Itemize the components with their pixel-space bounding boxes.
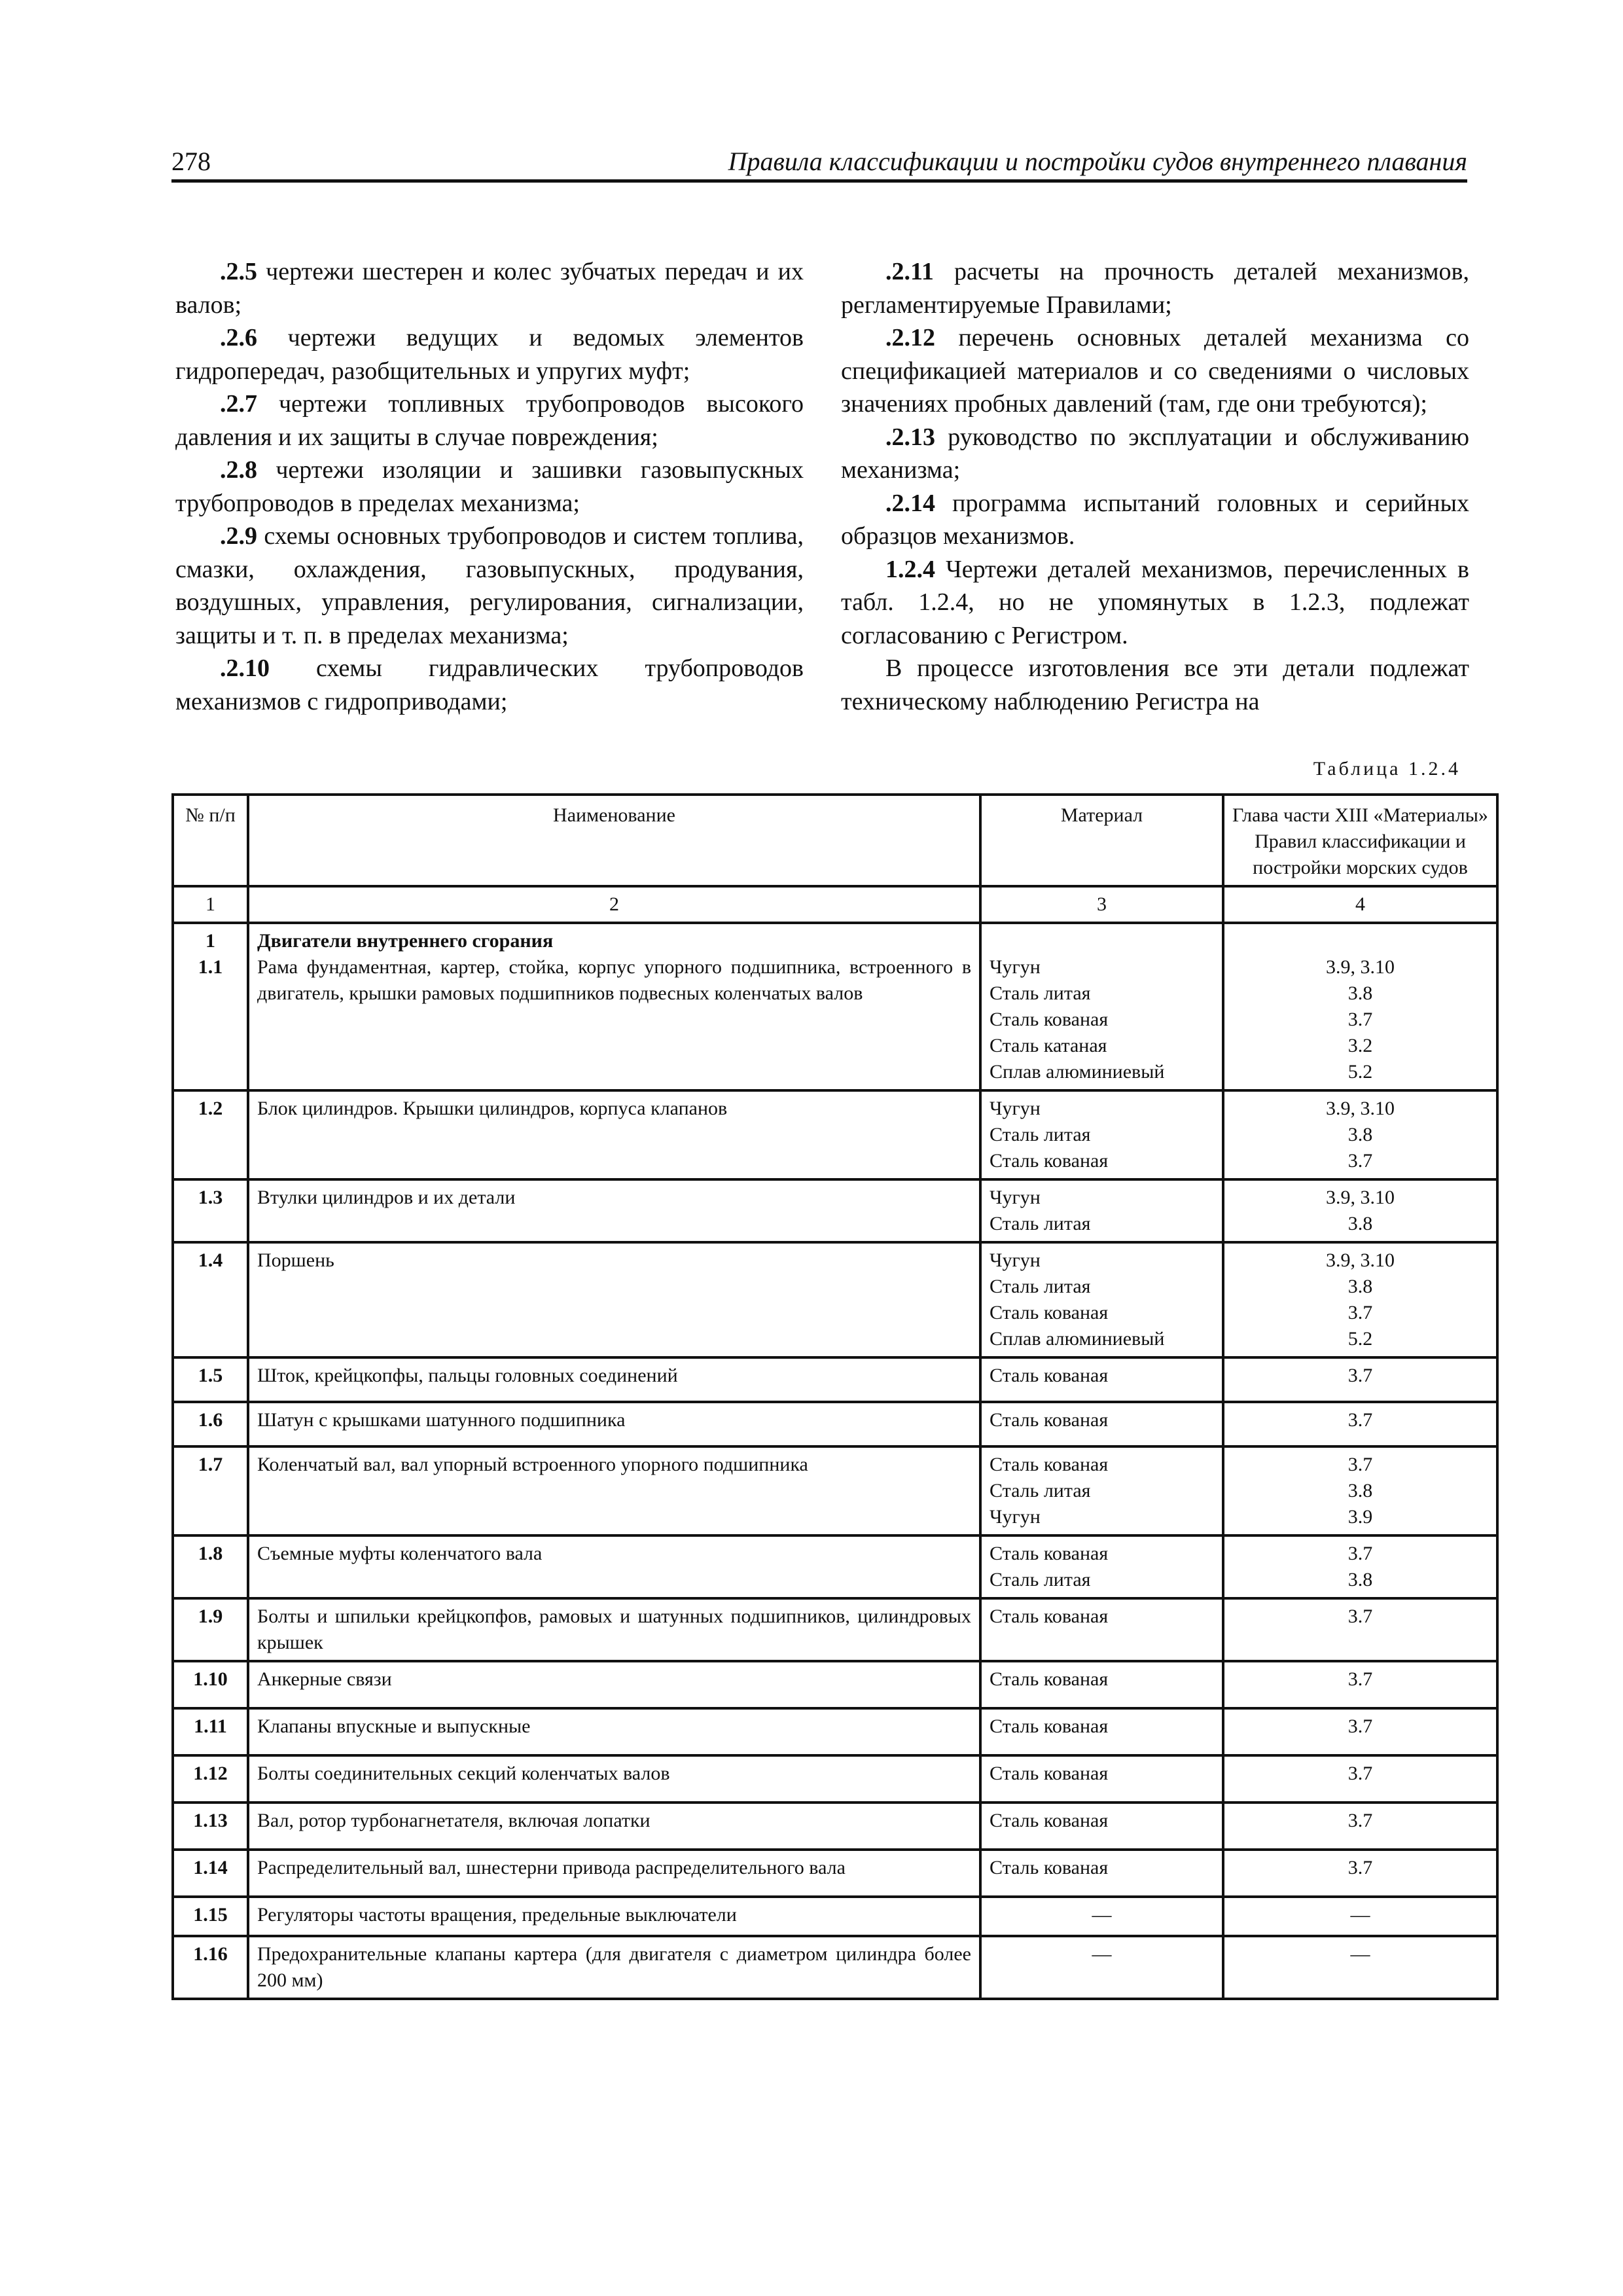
- paragraph: [841, 553, 1469, 653]
- material-item: Чугун: [990, 1506, 1041, 1528]
- paragraph: [175, 520, 804, 652]
- left-text-column: [175, 255, 804, 718]
- material-item: Чугун: [990, 1098, 1041, 1119]
- table-row: [173, 1661, 1497, 1708]
- running-title: Правила классификации и постройки судов внутреннего плавания: [728, 147, 1467, 176]
- clause-text: расчеты на прочность деталей механизмов, регламентируемые Правилами;: [841, 258, 1469, 319]
- chapter-item: 3.2: [1347, 1035, 1373, 1056]
- row-chapter-cell: [1223, 1897, 1497, 1936]
- row-chapter-cell: [1223, 1357, 1497, 1402]
- clause-number: .2.11: [885, 258, 934, 285]
- row-name: Вал, ротор турбонагнетателя, включая лопатки: [257, 1810, 651, 1831]
- clause-text: чертежи изоляции и зашивки газовыпускных трубопроводов в пределах механизма;: [175, 456, 804, 517]
- row-material-cell: [980, 1598, 1223, 1661]
- material-item: Сплав алюминиевый: [990, 1328, 1165, 1350]
- material-item: Сталь кованая: [990, 1668, 1109, 1690]
- header-chapter: Глава части XIII «Материалы» Правил классификации и постройки морских судов: [1223, 795, 1497, 886]
- row-number-cell: [173, 1179, 248, 1242]
- row-chapter-cell: [1223, 1755, 1497, 1803]
- section-title: Двигатели внутреннего сгорания: [257, 930, 554, 952]
- chapter-item: 3.9, 3.10: [1326, 956, 1395, 978]
- header-material: Материал: [980, 795, 1223, 886]
- row-number-cell: [173, 1850, 248, 1897]
- material-item: Сталь литая: [990, 1124, 1091, 1145]
- row-number-cell: [173, 1598, 248, 1661]
- row-name-cell: [248, 1598, 980, 1661]
- material-item: Сталь кованая: [990, 1763, 1109, 1784]
- row-material-cell: [980, 1535, 1223, 1598]
- materials-table: [171, 793, 1499, 2000]
- chapter-item: 3.7: [1347, 1543, 1373, 1564]
- row-chapter-cell: [1223, 1242, 1497, 1357]
- paragraph: [841, 487, 1469, 553]
- clause-text: чертежи ведущих и ведомых элементов гидропередач, разобщительных и упругих муфт;: [175, 324, 804, 385]
- paragraph: [841, 255, 1469, 321]
- chapter-item: 3.7: [1347, 1009, 1373, 1030]
- material-item: Сталь литая: [990, 1276, 1091, 1297]
- row-number-cell: [173, 1090, 248, 1179]
- clause-text: чертежи шестерен и колес зубчатых передач и их валов;: [175, 258, 804, 319]
- row-chapter-cell: [1223, 1446, 1497, 1535]
- row-name-cell: [248, 1446, 980, 1535]
- material-item: Сталь кованая: [990, 1454, 1109, 1475]
- chapter-item: 3.8: [1347, 1213, 1373, 1234]
- row-name: Предохранительные клапаны картера (для двигателя с диаметром цилиндра более 200 мм): [257, 1943, 971, 1991]
- table-caption: Таблица 1.2.4: [1313, 758, 1461, 780]
- material-item: Чугун: [990, 1249, 1041, 1271]
- chapter-item: 3.7: [1347, 1605, 1373, 1627]
- clause-number: .2.9: [220, 522, 257, 550]
- row-number-cell: [173, 1661, 248, 1708]
- clause-text: чертежи топливных трубопроводов высокого давления и их защиты в случае повреждения;: [175, 390, 804, 451]
- table-row: [173, 1446, 1497, 1535]
- row-number-cell: [173, 923, 248, 1090]
- material-item: Сталь катаная: [990, 1035, 1107, 1056]
- row-number: 1.14: [193, 1857, 228, 1878]
- table-row: [173, 1936, 1497, 1999]
- section-number: 1: [205, 930, 215, 952]
- row-name-cell: [248, 1850, 980, 1897]
- row-chapter-cell: [1223, 1090, 1497, 1179]
- row-name: Съемные муфты коленчатого вала: [257, 1543, 543, 1564]
- chapter-item: 3.7: [1347, 1150, 1373, 1172]
- chapter-item: 3.7: [1347, 1365, 1373, 1386]
- clause-number: .2.14: [885, 489, 935, 517]
- chapter-item: 5.2: [1347, 1061, 1373, 1083]
- table-row: [173, 1535, 1497, 1598]
- column-number-row: [173, 886, 1497, 923]
- material-item: Сталь кованая: [990, 1543, 1109, 1564]
- clause-number: .2.10: [220, 655, 270, 682]
- clause-text: программа испытаний головных и серийных образцов механизмов.: [841, 489, 1469, 550]
- table-row: [173, 1897, 1497, 1936]
- clause-text: В процессе изготовления все эти детали подлежат техническому наблюдению Регистра на: [841, 655, 1469, 715]
- clause-number: .2.7: [220, 390, 257, 418]
- material-item: Сталь кованая: [990, 1715, 1109, 1737]
- material-item: Сталь литая: [990, 1480, 1091, 1501]
- chapter-item: —: [1350, 1904, 1370, 1926]
- page-number: 278: [171, 147, 211, 176]
- row-name: Регуляторы частоты вращения, предельные выключатели: [257, 1904, 737, 1926]
- row-number: 1.1: [198, 956, 223, 978]
- chapter-item: 3.7: [1347, 1302, 1373, 1323]
- table-header-row: [173, 795, 1497, 886]
- row-name: Коленчатый вал, вал упорный встроенного упорного подшипника: [257, 1454, 808, 1475]
- row-number-cell: [173, 1708, 248, 1755]
- row-number-cell: [173, 1803, 248, 1850]
- column-number: 2: [248, 886, 980, 923]
- chapter-item: 3.9, 3.10: [1326, 1249, 1395, 1271]
- table-row: [173, 1179, 1497, 1242]
- row-material-cell: [980, 1402, 1223, 1446]
- paragraph: [175, 454, 804, 520]
- clause-number: .2.8: [220, 456, 257, 484]
- paragraph: [175, 255, 804, 321]
- material-item: Сталь кованая: [990, 1605, 1109, 1627]
- row-material-cell: [980, 1242, 1223, 1357]
- material-item: —: [1092, 1904, 1112, 1926]
- chapter-item: 3.9: [1347, 1506, 1373, 1528]
- row-name-cell: [248, 1708, 980, 1755]
- row-name-cell: [248, 1242, 980, 1357]
- chapter-item: 3.7: [1347, 1810, 1373, 1831]
- material-item: Сталь литая: [990, 1213, 1091, 1234]
- row-number: 1.9: [198, 1605, 223, 1627]
- row-number: 1.12: [193, 1763, 228, 1784]
- material-item: Сплав алюминиевый: [990, 1061, 1165, 1083]
- material-item: Сталь кованая: [990, 1302, 1109, 1323]
- paragraph: [841, 652, 1469, 718]
- row-name-cell: [248, 1179, 980, 1242]
- row-name-cell: [248, 1090, 980, 1179]
- row-number: 1.16: [193, 1943, 228, 1965]
- row-material-cell: [980, 1850, 1223, 1897]
- table-row: [173, 1708, 1497, 1755]
- row-number: 1.15: [193, 1904, 228, 1926]
- row-material-cell: [980, 1661, 1223, 1708]
- material-item: Сталь кованая: [990, 1810, 1109, 1831]
- row-number-cell: [173, 1897, 248, 1936]
- row-number-cell: [173, 1755, 248, 1803]
- table-row: [173, 1090, 1497, 1179]
- row-name: Анкерные связи: [257, 1668, 392, 1690]
- row-number-cell: [173, 1535, 248, 1598]
- row-material-cell: [980, 1090, 1223, 1179]
- row-material-cell: [980, 1936, 1223, 1999]
- clause-text: руководство по эксплуатации и обслуживанию механизма;: [841, 423, 1469, 484]
- row-number: 1.7: [198, 1454, 223, 1475]
- row-material-cell: [980, 1179, 1223, 1242]
- row-name-cell: [248, 1755, 980, 1803]
- clause-text: схемы основных трубопроводов и систем топлива, смазки, охлаждения, газовыпускных, продувания, воздушных, управления, регулирования, сигнализации, защиты и т. п. в пределах механизма;: [175, 522, 804, 649]
- chapter-item: 3.8: [1347, 1480, 1373, 1501]
- table-body: [173, 923, 1497, 1999]
- material-item: Сталь кованая: [990, 1009, 1109, 1030]
- spacer: [1232, 928, 1488, 954]
- row-name: Распределительный вал, шнестерни привода распределительного вала: [257, 1857, 846, 1878]
- clause-number: .2.6: [220, 324, 257, 351]
- row-chapter-cell: [1223, 1708, 1497, 1755]
- table-row: [173, 1357, 1497, 1402]
- row-number: 1.11: [194, 1715, 227, 1737]
- row-name-cell: [248, 1897, 980, 1936]
- chapter-item: 3.8: [1347, 1569, 1373, 1590]
- row-chapter-cell: [1223, 923, 1497, 1090]
- chapter-item: 3.7: [1347, 1668, 1373, 1690]
- running-header: [171, 143, 1467, 183]
- row-number-cell: [173, 1242, 248, 1357]
- row-name: Шатун с крышками шатунного подшипника: [257, 1409, 626, 1431]
- chapter-item: 3.8: [1347, 1276, 1373, 1297]
- chapter-item: 3.9, 3.10: [1326, 1098, 1395, 1119]
- row-name-cell: [248, 923, 980, 1090]
- material-item: Чугун: [990, 1187, 1041, 1208]
- row-name-cell: [248, 1936, 980, 1999]
- row-name: Поршень: [257, 1249, 334, 1271]
- column-number: 3: [980, 886, 1223, 923]
- row-chapter-cell: [1223, 1598, 1497, 1661]
- spacer: [990, 928, 1214, 954]
- table-row: [173, 1803, 1497, 1850]
- chapter-item: 3.7: [1347, 1857, 1373, 1878]
- row-number: 1.3: [198, 1187, 223, 1208]
- row-material-cell: [980, 923, 1223, 1090]
- table-row: [173, 1598, 1497, 1661]
- row-name: Клапаны впускные и выпускные: [257, 1715, 531, 1737]
- clause-text: перечень основных деталей механизма со спецификацией материалов и со сведениями о числовых значениях пробных давлений (там, где они требуются);: [841, 324, 1469, 418]
- row-material-cell: [980, 1357, 1223, 1402]
- row-number: 1.6: [198, 1409, 223, 1431]
- material-item: Сталь литая: [990, 982, 1091, 1004]
- chapter-item: 3.7: [1347, 1763, 1373, 1784]
- row-material-cell: [980, 1803, 1223, 1850]
- row-number: 1.4: [198, 1249, 223, 1271]
- row-number: 1.8: [198, 1543, 223, 1564]
- row-number: 1.2: [198, 1098, 223, 1119]
- chapter-item: 3.8: [1347, 982, 1373, 1004]
- material-item: Сталь кованая: [990, 1409, 1109, 1431]
- clause-number: .2.5: [220, 258, 257, 285]
- material-item: Сталь литая: [990, 1569, 1091, 1590]
- column-number: 1: [173, 886, 248, 923]
- row-name: Болты и шпильки крейцкопфов, рамовых и шатунных подшипников, цилиндровых крышек: [257, 1605, 971, 1653]
- right-text-column: [841, 255, 1469, 718]
- material-item: Чугун: [990, 956, 1041, 978]
- header-name: Наименование: [248, 795, 980, 886]
- row-name-cell: [248, 1535, 980, 1598]
- row-material-cell: [980, 1755, 1223, 1803]
- paragraph: [841, 421, 1469, 487]
- row-material-cell: [980, 1708, 1223, 1755]
- row-chapter-cell: [1223, 1850, 1497, 1897]
- clause-text: схемы гидравлических трубопроводов механизмов с гидроприводами;: [175, 655, 804, 715]
- table-row: [173, 1850, 1497, 1897]
- chapter-item: —: [1350, 1943, 1370, 1965]
- row-name-cell: [248, 1803, 980, 1850]
- row-name: Рама фундаментная, картер, стойка, корпус упорного подшипника, встроенного в двигатель, крышки рамовых подшипников подвесных коленчатых валов: [257, 956, 971, 1004]
- material-item: Сталь кованая: [990, 1150, 1109, 1172]
- chapter-item: 3.7: [1347, 1715, 1373, 1737]
- table-row: [173, 923, 1497, 1090]
- paragraph: [175, 387, 804, 454]
- header-number: № п/п: [173, 795, 248, 886]
- material-item: Сталь кованая: [990, 1857, 1109, 1878]
- chapter-item: 5.2: [1347, 1328, 1373, 1350]
- paragraph: [175, 321, 804, 387]
- clause-text: Чертежи деталей механизмов, перечисленных в табл. 1.2.4, но не упомянутых в 1.2.3, подлежат согласованию с Регистром.: [841, 555, 1469, 649]
- paragraph: [175, 652, 804, 718]
- row-chapter-cell: [1223, 1535, 1497, 1598]
- table-row: [173, 1242, 1497, 1357]
- chapter-item: 3.7: [1347, 1454, 1373, 1475]
- row-name: Блок цилиндров. Крышки цилиндров, корпуса клапанов: [257, 1098, 728, 1119]
- clause-number: .2.13: [885, 423, 935, 451]
- row-number-cell: [173, 1446, 248, 1535]
- row-chapter-cell: [1223, 1661, 1497, 1708]
- row-material-cell: [980, 1446, 1223, 1535]
- row-number: 1.10: [193, 1668, 228, 1690]
- row-number: 1.13: [193, 1810, 228, 1831]
- row-chapter-cell: [1223, 1936, 1497, 1999]
- table-row: [173, 1755, 1497, 1803]
- chapter-item: 3.7: [1347, 1409, 1373, 1431]
- row-name: Шток, крейцкопфы, пальцы головных соединений: [257, 1365, 678, 1386]
- row-name: Втулки цилиндров и их детали: [257, 1187, 516, 1208]
- row-number-cell: [173, 1402, 248, 1446]
- row-chapter-cell: [1223, 1803, 1497, 1850]
- clause-number: 1.2.4: [885, 555, 935, 583]
- row-name-cell: [248, 1661, 980, 1708]
- material-item: Сталь кованая: [990, 1365, 1109, 1386]
- row-name: Болты соединительных секций коленчатых валов: [257, 1763, 670, 1784]
- row-name-cell: [248, 1402, 980, 1446]
- column-number: 4: [1223, 886, 1497, 923]
- chapter-item: 3.9, 3.10: [1326, 1187, 1395, 1208]
- material-item: —: [1092, 1943, 1112, 1965]
- row-chapter-cell: [1223, 1402, 1497, 1446]
- clause-number: .2.12: [885, 324, 935, 351]
- paragraph: [841, 321, 1469, 421]
- chapter-item: 3.8: [1347, 1124, 1373, 1145]
- row-chapter-cell: [1223, 1179, 1497, 1242]
- row-number-cell: [173, 1936, 248, 1999]
- row-name-cell: [248, 1357, 980, 1402]
- table-row: [173, 1402, 1497, 1446]
- row-number-cell: [173, 1357, 248, 1402]
- row-material-cell: [980, 1897, 1223, 1936]
- row-number: 1.5: [198, 1365, 223, 1386]
